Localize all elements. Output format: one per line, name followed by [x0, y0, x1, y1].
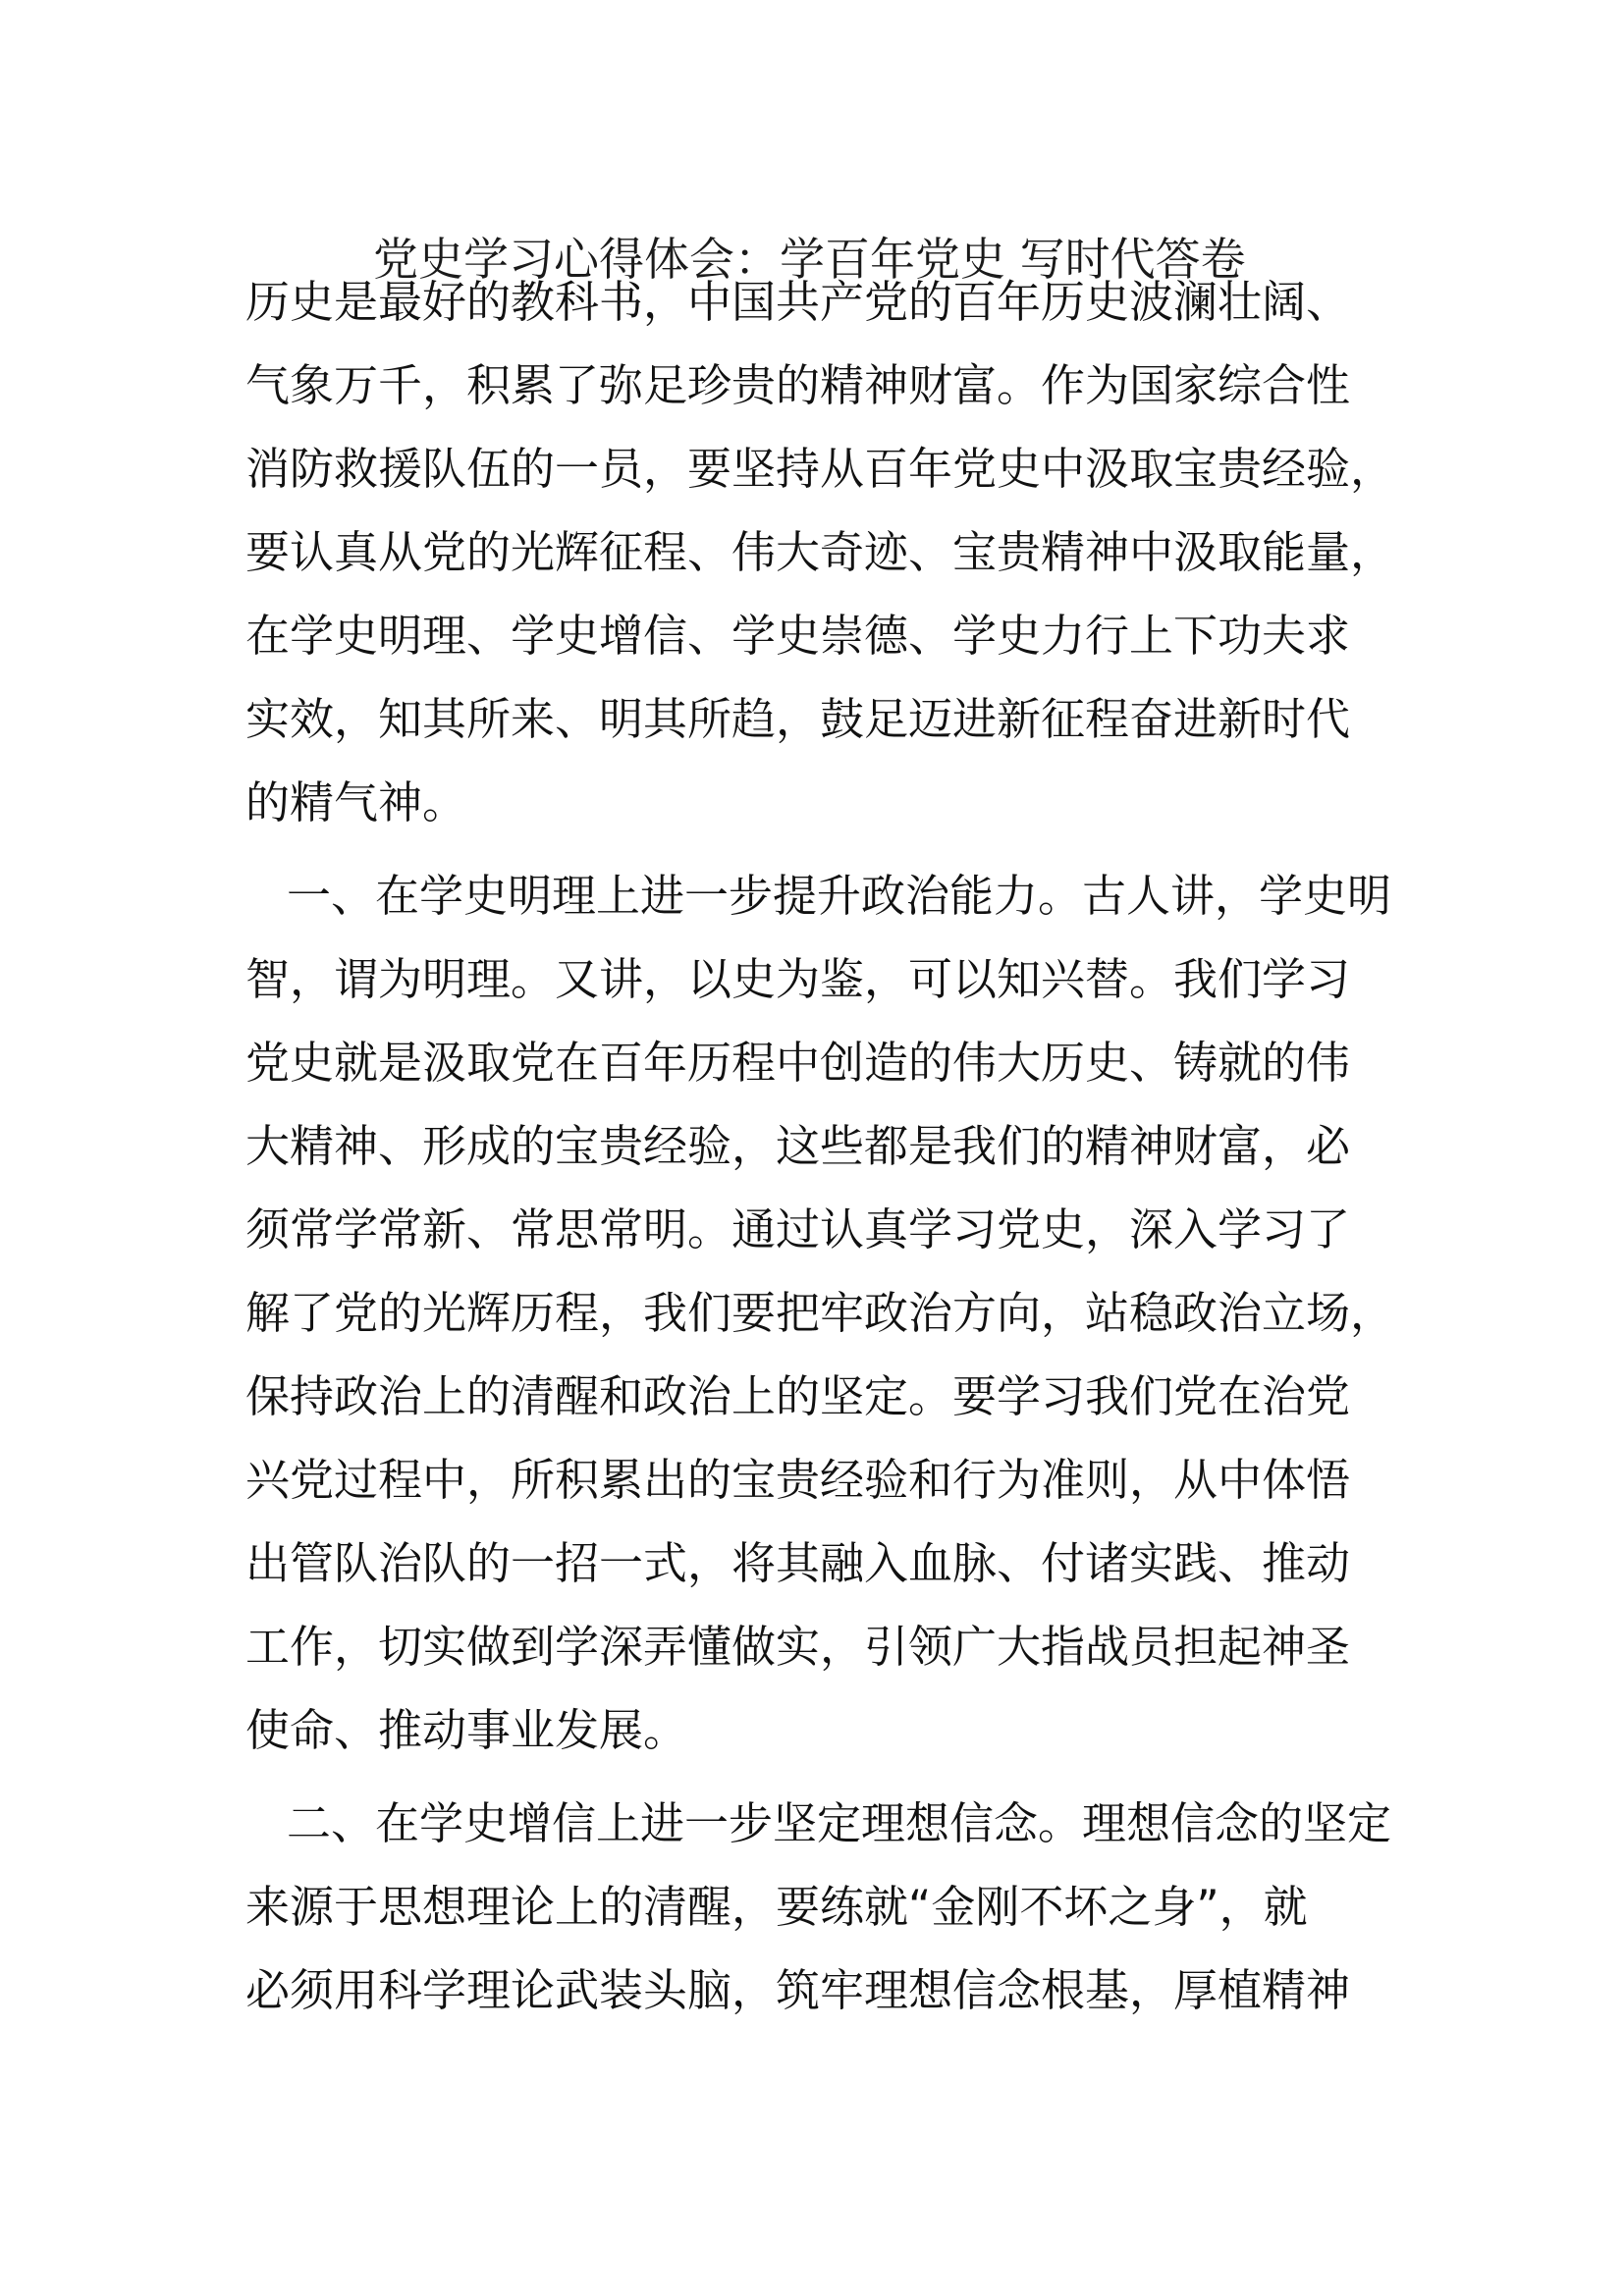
body-text-line: 大精神、形成的宝贵经验，这些都是我们的精神财富，必	[245, 1120, 1351, 1172]
body-text-line: 智，谓为明理。又讲，以史为鉴，可以知兴替。我们学习	[245, 953, 1351, 1005]
body-text-line: 的精气神。	[245, 776, 467, 828]
body-text-line: 要认真从党的光辉征程、伟大奇迹、宝贵精神中汲取能量，	[245, 526, 1395, 578]
section-heading-line: 二、在学史增信上进一步坚定理想信念。理想信念的坚定	[287, 1797, 1392, 1849]
body-text-line: 来源于思想理论上的清醒，要练就“金刚不坏之身”，就	[245, 1881, 1308, 1933]
body-text-line: 在学史明理、学史增信、学史崇德、学史力行上下功夫求	[245, 610, 1351, 662]
body-text-line: 实效，知其所来、明其所趋，鼓足迈进新征程奋进新时代	[245, 693, 1351, 745]
section-heading-line: 一、在学史明理上进一步提升政治能力。古人讲，学史明	[287, 870, 1392, 922]
body-text-line: 党史就是汲取党在百年历程中创造的伟大历史、铸就的伟	[245, 1037, 1351, 1089]
body-text-line: 工作，切实做到学深弄懂做实，引领广大指战员担起神圣	[245, 1621, 1351, 1673]
body-text-line: 出管队治队的一招一式，将其融入血脉、付诸实践、推动	[245, 1537, 1351, 1589]
document-title: 党史学习心得体会：学百年党史 写时代答卷	[373, 233, 1246, 286]
body-text-line: 消防救援队伍的一员，要坚持从百年党史中汲取宝贵经验，	[245, 443, 1395, 495]
body-text-line: 气象万千，积累了弥足珍贵的精神财富。作为国家综合性	[245, 359, 1351, 411]
body-text-line: 兴党过程中，所积累出的宝贵经验和行为准则，从中体悟	[245, 1454, 1351, 1506]
body-text-line: 须常学常新、常思常明。通过认真学习党史，深入学习了	[245, 1203, 1351, 1255]
body-text-line: 解了党的光辉历程，我们要把牢政治方向，站稳政治立场，	[245, 1287, 1395, 1339]
body-text-line: 使命、推动事业发展。	[245, 1704, 688, 1756]
body-text-line: 必须用科学理论武装头脑，筑牢理想信念根基，厚植精神	[245, 1964, 1351, 2016]
body-text-line: 保持政治上的清醒和政治上的坚定。要学习我们党在治党	[245, 1370, 1351, 1422]
body-text-line: 历史是最好的教科书，中国共产党的百年历史波澜壮阔、	[245, 276, 1351, 328]
